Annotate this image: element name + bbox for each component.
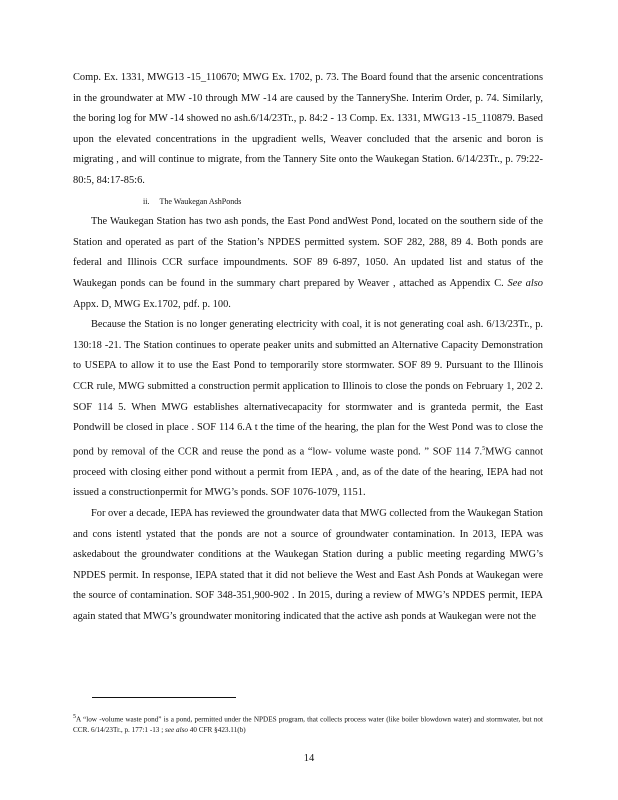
paragraph-4: For over a decade, IEPA has reviewed the groundwater data that MWG collected from the Waukegan Station and cons istentl ystated that the ponds are not a source of groundwater contamination. In 2013, IEPA was askedabout the groundwater conditions at the Waukegan Station during a public meeting regarding MWG’s NPDES permit. In response, IEPA stated that it did not believe the West and East Ash Ponds at Waukegan were the source of contamination. SOF 348-351,900-902 . In 2015, during a review of MWG’s NPDES permit, IEPA again stated that MWG’s groundwater monitoring indicated that the active ash ponds at Waukegan were not the: [73, 507, 543, 622]
see-also-italic: See also: [507, 277, 543, 289]
footnote: [73, 712, 543, 736]
heading-number: ii.: [143, 196, 150, 206]
page-number: 14: [303, 753, 315, 764]
footnote-divider: [92, 697, 236, 698]
footnote-marker: 5: [73, 714, 76, 720]
paragraph-2: The Waukegan Station has two ash ponds, the East Pond andWest Pond, located on the southern side of the Station and operated as part of the Station’s NPDES permitted system. SOF 282, 288, 89 4. Both ponds are federal and Illinois CCR surface impoundments. SOF 89 6-897, 1050. An updated list and status of the Waukegan ponds can be found in the summary chart prepared by Weaver , attached as Appendix C. See also Appx. D, MWG Ex.1702, pdf. p. 100.: [73, 216, 543, 310]
paragraph-1: Comp. Ex. 1331, MWG13 -15_110670; MWG Ex. 1702, p. 73. The Board found that the arsenic concentrations in the groundwater at MW -10 through MW -14 are caused by the TanneryShe. Interim Order, p. 74. Similarly, the boring log for MW -14 showed no ash.6/14/23Tr., p. 84:2 - 13 Comp. Ex. 1331, MWG13 -15_110879. Based upon the elevated concentrations in the upgradient wells, Weaver concluded that the arsenic and boron is migrating , and will continue to migrate, from the Tannery Site onto the Waukegan Station. 6/14/23Tr., p. 79:22-80:5, 84:17-85:6.: [73, 72, 543, 186]
footnote-see-also: see also: [165, 726, 188, 735]
body-text: [73, 68, 543, 628]
section-heading: [73, 192, 543, 213]
footnote-text: A “low -volume waste pond” is a pond, permitted under the NPDES program, that collects process water (like boiler blowdown water) and stormwater, but not CCR. 6/14/23Tr., p. 177:1 -13 ;: [73, 715, 543, 735]
paragraph-3: Because the Station is no longer generating electricity with coal, it is not generating coal ash. 6/13/23Tr., p. 130:18 -21. The Station continues to operate peaker units and submitted an Alternative Capacity Demonstration to USEPA to allow it to use the East Pond to temporarily store stormwater. SOF 89 9. Pursuant to the Illinois CCR rule, MWG submitted a construction permit application to Illinois to close the ponds on February 1, 202 2. SOF 114 5. When MWG establishes alternativecapacity for stormwater and is granteda permit, the East Pondwill be closed in place . SOF 114 6.A t the time of the hearing, the plan for the West Pond was to close the pond by removal of the CCR and reuse the pond as a “low- volume waste pond. ” SOF 114 7.$^5$MWG cannot proceed with closing either pond without a permit from IEPA , and, as of the date of the hearing, IEPA had not issued a constructionpermit for MWG’s ponds. SOF 1076-1079, 1151.: [73, 319, 543, 499]
footnote-citation: 40 CFR §423.11(b): [189, 726, 246, 735]
heading-title: The Waukegan AshPonds: [159, 196, 242, 206]
footnote-ref[interactable]: 5: [482, 445, 486, 452]
